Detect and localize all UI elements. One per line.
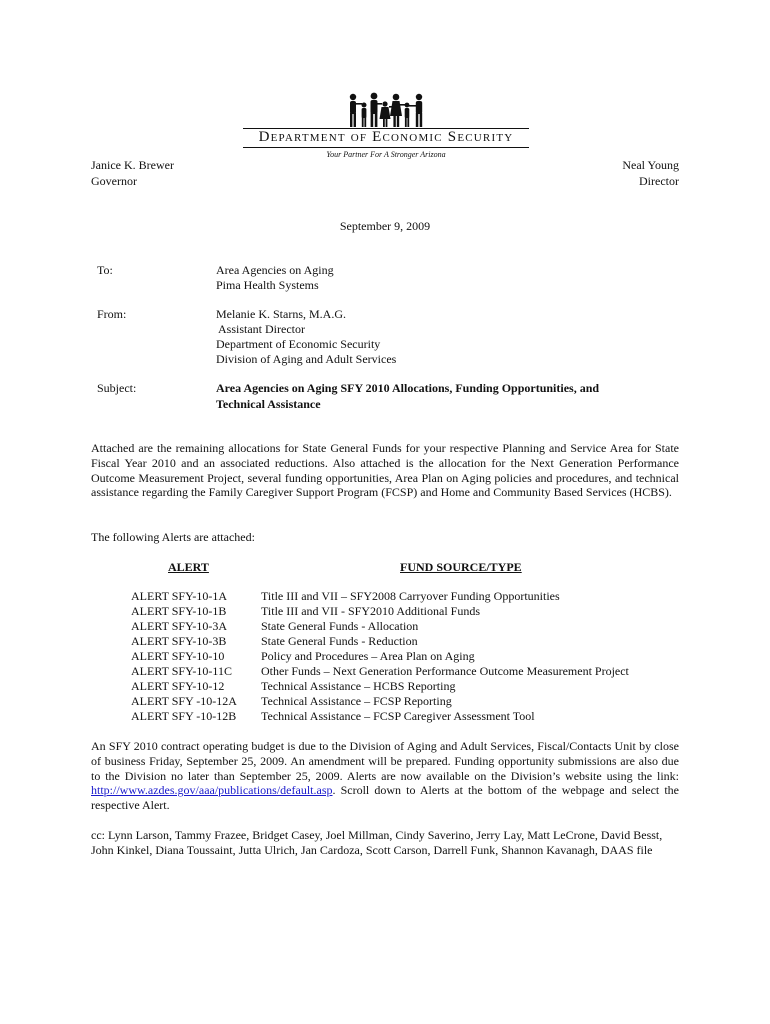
governor-name: Janice K. Brewer (91, 158, 174, 172)
alert-code: ALERT SFY-10-1B (131, 604, 227, 618)
closing-paragraph (91, 739, 679, 813)
subject-line: Technical Assistance (216, 397, 321, 411)
director-name: Neal Young (622, 158, 679, 172)
governor-title: Governor (91, 174, 137, 188)
alert-row (131, 679, 691, 694)
alert-desc: State General Funds - Allocation (261, 619, 419, 633)
alert-desc: Policy and Procedures – Area Plan on Aging (261, 649, 475, 663)
closing-text: An SFY 2010 contract operating budget is due to the Division of Aging and Adult Services, Fiscal/Contacts Unit by close of business Friday, September 25, 2009. An amendment will be prepared. Funding opportunity submissions are also due to the Division no later than September 25, 2009. Alerts are now available on the Division’s website using the link: (91, 739, 679, 783)
to-label: To: (97, 263, 113, 277)
alert-desc: Other Funds – Next Generation Performance Outcome Measurement Project (261, 664, 629, 678)
alert-desc: Technical Assistance – FCSP Caregiver Assessment Tool (261, 709, 535, 723)
alert-code: ALERT SFY-10-12 (131, 679, 225, 693)
from-line: Department of Economic Security (216, 337, 381, 351)
alert-code: ALERT SFY -10-12A (131, 694, 237, 708)
intro-paragraph: Attached are the remaining allocations for State General Funds for your respective Planning and Service Area for State Fiscal Year 2010 and an associated reductions. Also attached is the allocation for the Next Generation Performance Outcome Measurement Project, several funding opportunities, Area Plan on Aging policies and procedures, and technical assistance regarding the Family Caregiver Support Program (FCSP) and Home and Community Based Services (HCBS). (91, 441, 679, 500)
alert-row (131, 694, 691, 709)
alert-row (131, 649, 691, 664)
alert-code: ALERT SFY -10-12B (131, 709, 237, 723)
alerts-website-link[interactable]: http://www.azdes.gov/aaa/publications/default.asp (91, 783, 333, 798)
to-line: Area Agencies on Aging (216, 263, 334, 277)
alert-desc: Technical Assistance – FCSP Reporting (261, 694, 452, 708)
alert-row (131, 619, 691, 634)
alerts-header-fund: FUND SOURCE/TYPE (400, 560, 522, 574)
letter-date: September 9, 2009 (339, 219, 431, 233)
alert-row (131, 709, 691, 724)
alert-code: ALERT SFY-10-10 (131, 649, 225, 663)
alerts-intro: The following Alerts are attached: (91, 530, 255, 544)
alert-code: ALERT SFY-10-1A (131, 589, 228, 603)
to-line: Pima Health Systems (216, 278, 319, 292)
alert-row (131, 604, 691, 619)
subject-label: Subject: (97, 381, 137, 395)
alert-desc: Title III and VII – SFY2008 Carryover Funding Opportunities (261, 589, 560, 603)
alerts-header-alert: ALERT (168, 560, 209, 574)
family-logo-icon (345, 92, 429, 128)
alert-row (131, 589, 691, 604)
alert-desc: Title III and VII - SFY2010 Additional Funds (261, 604, 481, 618)
alert-code: ALERT SFY-10-11C (131, 664, 232, 678)
from-line: Division of Aging and Adult Services (216, 352, 397, 366)
alert-code: ALERT SFY-10-3A (131, 619, 228, 633)
director-title: Director (639, 174, 679, 188)
org-tagline: Your Partner For A Stronger Arizona (326, 150, 446, 159)
cc-list: cc: Lynn Larson, Tammy Frazee, Bridget Casey, Joel Millman, Cindy Saverino, Jerry Lay, Matt LeCrone, David Besst, John Kinkel, Diana Toussaint, Jutta Ulrich, Jan Cardoza, Scott Carson, Darrell Funk, Shannon Kavanagh, DAAS file (91, 828, 663, 857)
alert-row (131, 634, 691, 649)
subject-line: Area Agencies on Aging SFY 2010 Allocations, Funding Opportunities, and (216, 381, 600, 395)
closing-text: . Scroll down to Alerts at the bottom of the webpage and select the respective Alert. (91, 783, 679, 813)
alert-row (131, 664, 691, 679)
alert-desc: State General Funds - Reduction (261, 634, 418, 648)
from-line: Melanie K. Starns, M.A.G. (216, 307, 346, 321)
org-name: Department of Economic Security (258, 129, 514, 145)
from-line: Assistant Director (218, 322, 305, 336)
letterhead-rule-bottom (243, 147, 529, 148)
from-label: From: (97, 307, 127, 321)
alert-code: ALERT SFY-10-3B (131, 634, 227, 648)
alert-desc: Technical Assistance – HCBS Reporting (261, 679, 456, 693)
